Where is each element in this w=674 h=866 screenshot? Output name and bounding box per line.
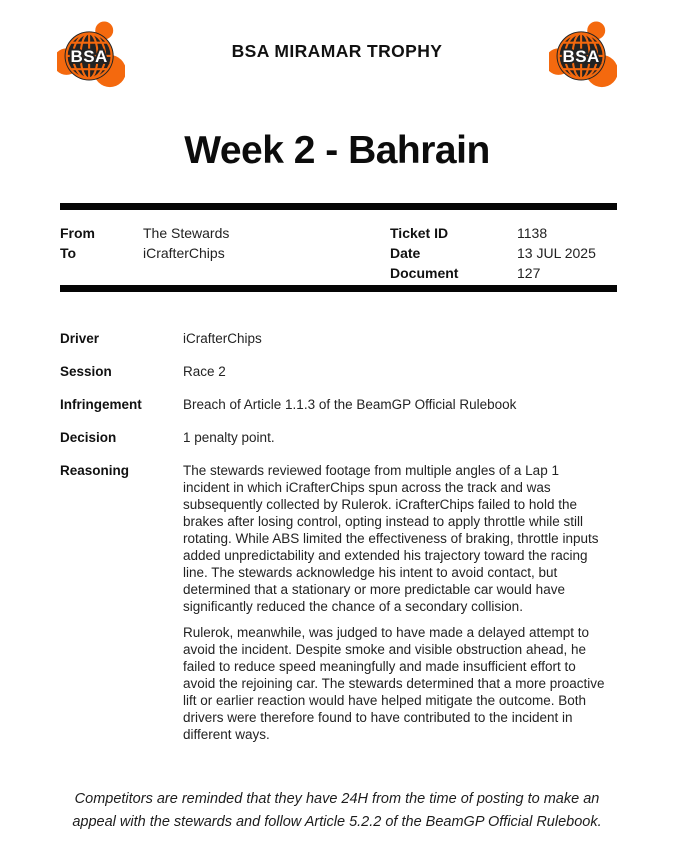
detail-row-infringement — [60, 396, 614, 413]
reasoning-paragraph-2: Rulerok, meanwhile, was judged to have made a delayed attempt to avoid the incident. Despite smoke and visible obstruction ahead, he failed to reduce speed meaningfully and made insufficient effort to avoid the rejoining car. The stewards determined that a more proactive lift or earlier reaction would have helped mitigate the outcome. Both drivers were therefore found to have contributed to the incident in different ways. — [183, 625, 605, 742]
ticket-id-label: Ticket ID — [390, 225, 449, 241]
detail-row-decision — [60, 429, 614, 446]
decision-details — [60, 330, 614, 743]
reasoning-text — [183, 462, 608, 743]
to-label: To — [60, 245, 77, 261]
meta-column-from-to — [60, 223, 390, 283]
date-label: Date — [390, 245, 421, 261]
meta-row-to — [60, 243, 390, 263]
document-number-label: Document — [390, 265, 459, 281]
logo-text: BSA — [562, 47, 600, 67]
infringement-value: Breach of Article 1.1.3 of the BeamGP Official Rulebook — [183, 397, 517, 412]
document-number-value: 127 — [517, 265, 541, 281]
detail-row-driver — [60, 330, 614, 347]
driver-label: Driver — [60, 331, 100, 346]
meta-row-ticket-id — [390, 223, 617, 243]
document-header — [0, 0, 674, 95]
driver-value: iCrafterChips — [183, 331, 262, 346]
divider-rule-bottom — [60, 285, 617, 292]
detail-row-session — [60, 363, 614, 380]
infringement-label: Infringement — [60, 397, 142, 412]
decision-label: Decision — [60, 430, 117, 445]
bsa-logo-icon — [549, 17, 617, 93]
from-value: The Stewards — [143, 225, 230, 241]
meta-row-document — [390, 263, 617, 283]
meta-row-from — [60, 223, 390, 243]
reasoning-label: Reasoning — [60, 463, 130, 478]
appeal-notice: Competitors are reminded that they have 24H from the time of posting to make an appeal with the stewards and follow Article 5.2.2 of the BeamGP Official Rulebook. — [72, 791, 602, 830]
reasoning-paragraph-1: The stewards reviewed footage from multiple angles of a Lap 1 incident in which iCrafterChips spun across the track and was subsequently collected by Rulerok. iCrafterChips failed to hold the brakes after losing control, opting instead to apply throttle while still rotating. While ABS limited the effectiveness of braking, throttle inputs added unpredictability and extended his trajectory toward the racing line. The stewards acknowledge his intent to avoid contact, but determined that a stationary or more predictable car would have significantly reduced the chance of a secondary collision. — [183, 463, 599, 614]
date-value: 13 JUL 2025 — [517, 245, 596, 261]
decision-value: 1 penalty point. — [183, 430, 275, 445]
to-value: iCrafterChips — [143, 245, 225, 261]
session-label: Session — [60, 364, 112, 379]
meta-table — [60, 210, 617, 285]
document-title: BSA MIRAMAR TROPHY — [231, 41, 443, 61]
session-value: Race 2 — [183, 364, 226, 379]
from-label: From — [60, 225, 95, 241]
meta-row-date — [390, 243, 617, 263]
detail-row-reasoning — [60, 462, 614, 743]
page-title: Week 2 - Bahrain — [184, 129, 490, 172]
ticket-id-value: 1138 — [517, 225, 548, 241]
logo-text: BSA — [70, 47, 108, 67]
meta-column-ticket — [390, 223, 617, 283]
divider-rule-top — [60, 203, 617, 210]
